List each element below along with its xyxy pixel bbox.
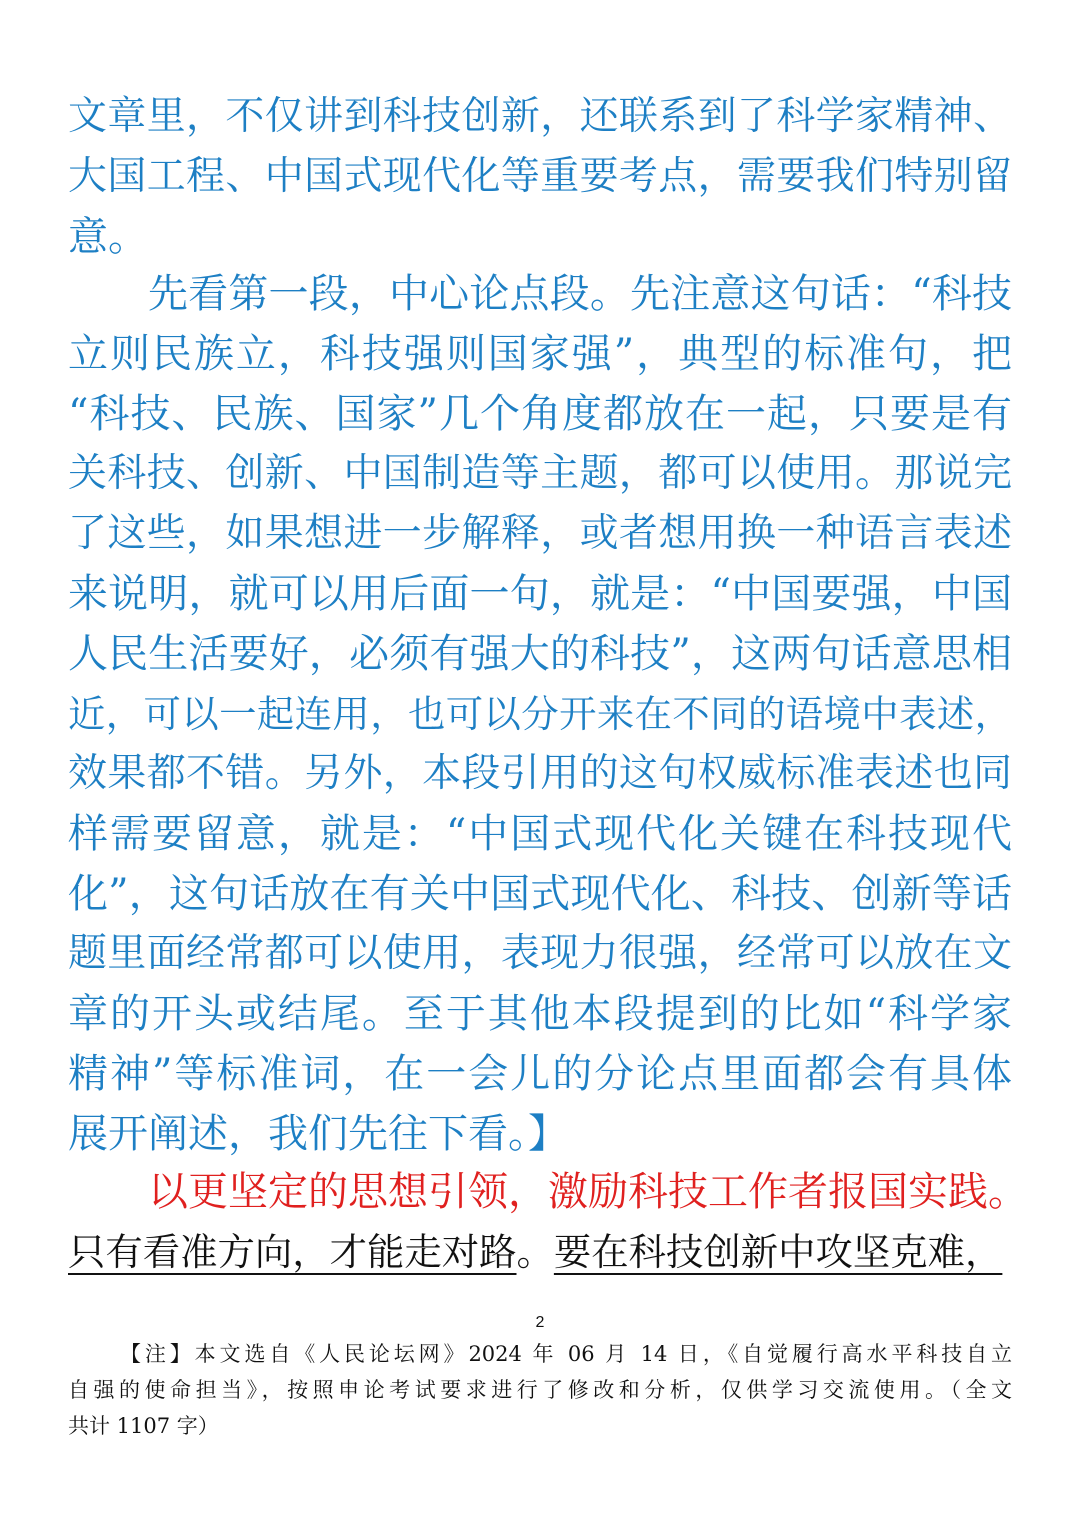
text-line: 立则民族立，科技强则国家强”，典型的标准句，把	[68, 331, 1012, 377]
sub-argument-heading	[68, 1162, 1028, 1222]
heading-line: 以更坚定的思想引领，激励科技工作者报国实践。	[148, 1169, 1028, 1215]
note-line: 【注】本文选自《人民论坛网》2024 年 06 月 14 日，《自觉履行高水平科技自立	[120, 1342, 1012, 1366]
body-paragraph	[68, 1222, 1012, 1282]
text-line: 文章里，不仅讲到科技创新，还联系到了科学家精神、	[68, 94, 1012, 139]
source-note	[68, 1336, 1012, 1444]
text-line: 样需要留意，就是：“中国式现代化关键在科技现代	[68, 811, 1012, 857]
text-line: 关科技、创新、中国制造等主题，都可以使用。那说完	[68, 451, 1012, 496]
text-line: 了这些，如果想进一步解释，或者想用换一种语言表述	[68, 511, 1012, 556]
text-line: 化”，这句话放在有关中国式现代化、科技、创新等话	[68, 871, 1012, 917]
text-line: 章的开头或结尾。至于其他本段提到的比如“科学家	[68, 991, 1012, 1037]
underlined-phrase: 只有看准方向，才能走对路	[68, 1230, 517, 1274]
text-line: 人民生活要好，必须有强大的科技”，这两句话意思相	[68, 631, 1012, 677]
text-line	[68, 1222, 1012, 1282]
underlined-phrase: 要在科技创新中攻坚克难，	[553, 1230, 1003, 1274]
analysis-paragraph-1	[68, 87, 1012, 267]
note-line: 共计 1107 字）	[68, 1414, 219, 1438]
text-line: 题里面经常都可以使用，表现力很强，经常可以放在文	[68, 931, 1012, 976]
text-line: 先看第一段，中心论点段。先注意这句话：“科技	[148, 271, 1012, 317]
text-line: 展开阐述，我们先往下看。】	[68, 1111, 568, 1157]
text-line: 意。	[68, 214, 148, 260]
text-line: 效果都不错。另外，本段引用的这句权威标准表述也同	[68, 751, 1012, 796]
text-line: 精神”等标准词，在一会儿的分论点里面都会有具体	[68, 1051, 1012, 1097]
page-number: 2	[535, 1314, 545, 1331]
text-line: 来说明，就可以用后面一句，就是：“中国要强，中国	[68, 571, 1012, 617]
text-line: 近，可以一起连用，也可以分开来在不同的语境中表述，	[68, 692, 1012, 736]
text-line: 大国工程、中国式现代化等重要考点，需要我们特别留	[68, 154, 1012, 199]
text-line: “科技、民族、国家”几个角度都放在一起，只要是有	[68, 391, 1012, 437]
analysis-paragraph-2	[68, 264, 1012, 1164]
punctuation: 。	[516, 1230, 554, 1274]
note-line: 自强的使命担当》，按照申论考试要求进行了修改和分析，仅供学习交流使用。（全文	[68, 1378, 1012, 1402]
